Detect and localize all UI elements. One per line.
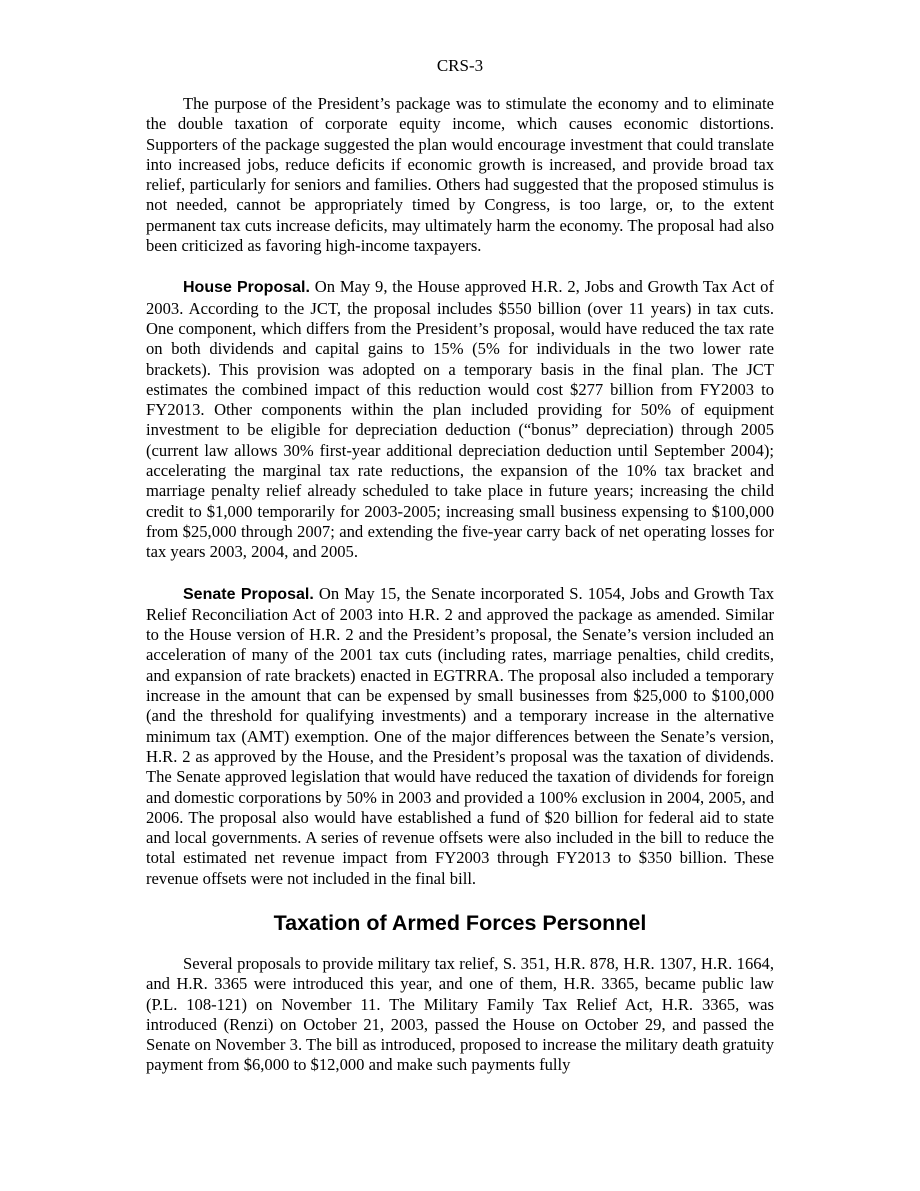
document-body	[146, 94, 774, 1076]
senate-proposal-heading: Senate Proposal.	[183, 585, 314, 603]
senate-proposal-text: On May 15, the Senate incorporated S. 1054, Jobs and Growth Tax Relief Reconciliation Act of 2003 into H.R. 2 and approved the package as amended. Similar to the House version of H.R. 2 and the President’s proposal, the Senate’s version included an acceleration of many of the 2001 tax cuts (including rates, marriage penalties, child credits, and expansion of rate brackets) enacted in EGTRRA. The proposal also included a temporary increase in the amount that can be expensed by small businesses from $25,000 to $100,000 (and the threshold for qualifying investments) and a temporary increase in the alternative minimum tax (AMT) exemption. One of the major differences between the Senate’s version, H.R. 2 as approved by the House, and the President’s proposal was the taxation of dividends. The Senate approved legislation that would have reduced the taxation of dividends for foreign and domestic corporations by 50% in 2003 and provided a 100% exclusion in 2004, 2005, and 2006. The proposal also would have established a fund of $20 billion for federal aid to state and local governments. A series of revenue offsets were also included in the bill to reduce the total estimated net revenue impact from FY2003 through FY2013 to $350 billion. These revenue offsets were not included in the final bill.	[146, 583, 774, 888]
section-heading: Taxation of Armed Forces Personnel	[273, 910, 647, 935]
house-proposal-text: On May 9, the House approved H.R. 2, Jobs and Growth Tax Act of 2003. According to the JCT, the proposal includes $550 billion (over 11 years) in tax cuts. One component, which differs from the President’s proposal, would have reduced the tax rate on both dividends and capital gains to 15% (5% for individuals in the two lower rate brackets). This provision was adopted on a temporary basis in the final plan. The JCT estimates the combined impact of this reduction would cost $277 billion from FY2003 to FY2013. Other components within the plan included providing for 50% of equipment investment to be eligible for depreciation deduction (“bonus” depreciation) through 2005 (current law allows 30% first-year additional depreciation deduction until September 2004); accelerating the marginal tax rate reductions, the expansion of the 10% tax bracket and marriage penalty relief already scheduled to take place in future years; increasing the child credit to $1,000 temporarily for 2003-2005; increasing small business expensing to $100,000 from $25,000 through 2007; and extending the five-year carry back of net operating losses for tax years 2003, 2004, and 2005.	[146, 277, 775, 562]
senate-proposal-paragraph	[146, 584, 774, 889]
house-proposal-heading: House Proposal.	[183, 279, 310, 297]
purpose-paragraph: The purpose of the President’s package was to stimulate the economy and to eliminate the double taxation of corporate equity income, which causes economic distortions. Supporters of the package suggested the plan would encourage investment that could translate into increased jobs, reduce deficits if economic growth is increased, and provide broad tax relief, particularly for seniors and families. Others had suggested that the proposed stimulus is not needed, cannot be appropriately timed by Congress, is too large, or, to the extent permanent tax cuts increase deficits, may ultimately harm the economy. The proposal had also been criticized as favoring high-income taxpayers.	[146, 94, 774, 256]
page-number-header: CRS-3	[436, 56, 484, 75]
armed-forces-paragraph: Several proposals to provide military tax relief, S. 351, H.R. 878, H.R. 1307, H.R. 1664, and H.R. 3365 were introduced this year, and one of them, H.R. 3365, became public law (P.L. 108-121) on November 11. The Military Family Tax Relief Act, H.R. 3365, was introduced (Renzi) on October 21, 2003, passed the House on October 29, and passed the Senate on November 3. The bill as introduced, proposed to increase the military death gratuity payment from $6,000 to $12,000 and make such payments fully	[146, 953, 774, 1075]
house-proposal-paragraph	[146, 277, 774, 562]
